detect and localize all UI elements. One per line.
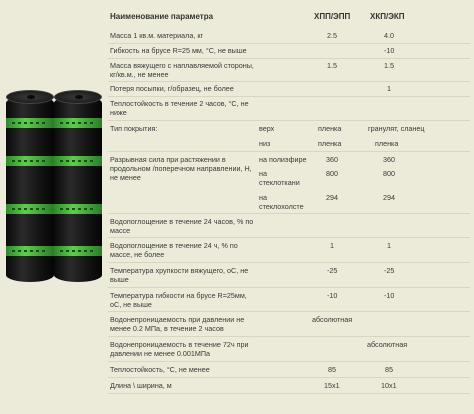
roll-right-band <box>54 204 102 214</box>
row-label: Длина \ ширина, м <box>110 381 172 390</box>
roll-left-band <box>6 156 54 166</box>
coating-side-top: верх <box>259 124 275 133</box>
tensile-base: на полиэфире <box>259 155 307 164</box>
row-value-1: абсолютная <box>312 315 353 324</box>
roll-left-top <box>6 90 54 104</box>
row-label: кг/кв.м., не менее <box>110 70 169 79</box>
roll-left-band <box>6 246 54 256</box>
roll-right-top <box>54 90 102 104</box>
row-label: массе <box>110 226 131 235</box>
row-value-1: 85 <box>328 365 336 374</box>
tensile-value-1: 360 <box>326 155 338 164</box>
header-param: Наименование параметра <box>110 12 214 21</box>
row-label: Масса 1 кв.м. материала, кг <box>110 31 204 40</box>
row-divider <box>108 120 470 121</box>
row-divider <box>108 287 470 288</box>
row-label: Температура хрупкости вяжущего, оС, не <box>110 266 249 275</box>
row-value-1: -25 <box>327 266 338 275</box>
tensile-value-2: 360 <box>383 155 395 164</box>
row-value-1: 1.5 <box>327 61 337 70</box>
row-label: Водопоглощение в течение 24 часов, % по <box>110 217 254 226</box>
row-value-2: 4.0 <box>384 31 394 40</box>
roll-left <box>6 96 54 282</box>
row-value-2: 85 <box>385 365 393 374</box>
row-divider <box>108 151 470 152</box>
row-label: массе, не более <box>110 250 165 259</box>
row-label: Теплостойкость, °С, не менее <box>110 365 210 374</box>
header-col2: ХКП/ЭКП <box>370 12 405 21</box>
coating-top-1: пленка <box>318 124 342 133</box>
row-divider <box>108 336 470 337</box>
roll-right <box>54 96 102 282</box>
row-divider <box>108 43 470 44</box>
roll-right-band <box>54 246 102 256</box>
row-label: Водонепроницаемость при давлении не <box>110 315 245 324</box>
tensile-value-1: 294 <box>326 193 338 202</box>
coating-top-2: гранулят, сланец <box>368 124 425 133</box>
tensile-label: продольном /поперечном направлении, Н, <box>110 164 252 173</box>
row-label: Теплостойкость в течение 2 часов, °С, не <box>110 99 249 108</box>
row-divider <box>108 262 470 263</box>
row-label: выше <box>110 275 129 284</box>
row-divider <box>108 213 470 214</box>
row-label: Водопоглощение в течение 24 ч, % по <box>110 241 238 250</box>
coating-label: Тип покрытия: <box>110 124 158 133</box>
row-label: Потеря посыпки, г/образец, не более <box>110 84 234 93</box>
tensile-label: Разрывная сила при растяжении в <box>110 155 226 164</box>
row-divider <box>108 361 470 362</box>
coating-bottom-2: пленка <box>375 139 399 148</box>
tensile-label: не менее <box>110 173 141 182</box>
roll-left-band <box>6 118 54 128</box>
tensile-base: на <box>259 193 267 202</box>
row-label: Водонепроницаемость в течение 72ч при <box>110 340 249 349</box>
row-divider <box>108 96 470 97</box>
row-divider <box>108 58 470 59</box>
row-value-2: 1 <box>387 241 391 250</box>
tensile-base: стеклохолсте <box>259 202 304 211</box>
row-label: оС, не выше <box>110 300 152 309</box>
coating-bottom-1: пленка <box>318 139 342 148</box>
roll-right-band <box>54 156 102 166</box>
tensile-value-2: 294 <box>383 193 395 202</box>
row-value-2: -25 <box>384 266 395 275</box>
row-value-2: абсолютная <box>367 340 408 349</box>
row-label: ниже <box>110 108 127 117</box>
row-label: давлении не менее 0.001МПа <box>110 349 211 358</box>
tensile-value-1: 800 <box>326 169 338 178</box>
tensile-value-2: 800 <box>383 169 395 178</box>
row-label: Масса вяжущего с наплавляемой стороны, <box>110 61 254 70</box>
row-divider <box>108 311 470 312</box>
roll-right-band <box>54 118 102 128</box>
row-label: Температура гибкости на брусе R=25мм, <box>110 291 247 300</box>
roll-left-band <box>6 204 54 214</box>
coating-side-bottom: низ <box>259 139 271 148</box>
row-value-2: 1.5 <box>384 61 394 70</box>
row-value-1: 1 <box>330 241 334 250</box>
row-value-1: 2.5 <box>327 31 337 40</box>
row-value-2: -10 <box>384 46 395 55</box>
row-value-1: -10 <box>327 291 338 300</box>
row-label: Гибкость на брусе R=25 мм, °С, не выше <box>110 46 247 55</box>
row-value-2: 1 <box>387 84 391 93</box>
row-label: менее 0.2 МПа, в течение 2 часов <box>110 324 224 333</box>
row-divider <box>108 237 470 238</box>
row-divider <box>108 377 470 378</box>
tensile-base: стеклоткани <box>259 178 300 187</box>
row-divider <box>108 393 470 394</box>
tensile-base: на <box>259 169 267 178</box>
row-divider <box>108 81 470 82</box>
row-value-1: 15x1 <box>324 381 340 390</box>
roofing-rolls-image <box>0 88 108 283</box>
header-col1: ХПП/ЭПП <box>314 12 351 21</box>
row-value-2: 10x1 <box>381 381 397 390</box>
row-value-2: -10 <box>384 291 395 300</box>
